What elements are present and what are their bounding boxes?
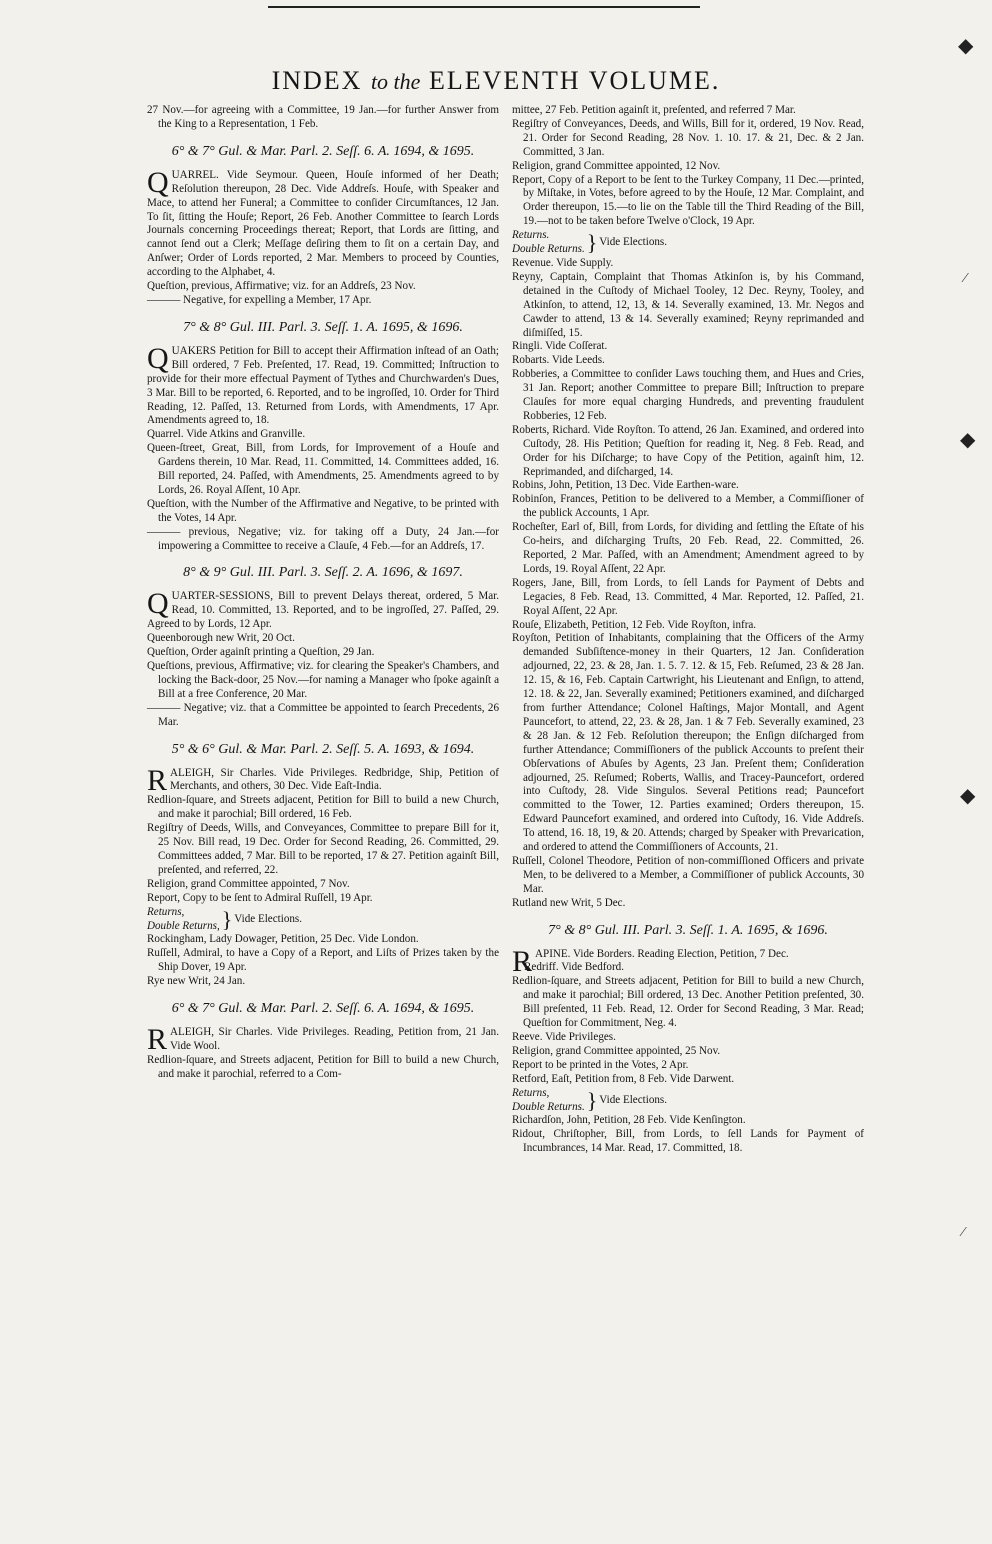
index-entry: 27 Nov.—for agreeing with a Committee, 19 Jan.—for further Answer from the King to a Representation, 1 Feb. [147, 104, 499, 130]
index-entry: Royſton, Petition of Inhabitants, complaining that the Officers of the Army demanded Subſiſtence-money in their Quarters, 12 Jan. Conſideration adjourned, 22, 23. & 28, Jan. 1. 5. 7. 12. & 15, Feb. Reſumed, 23 & 28 Jan. 12. 15, & 16, Feb. Captain Cartwright, his Lieutenant and Enſign, to attend, 12. 18. & 22, Jan. Severally examined; Petitioners examined, and diſcharged from further Attendance; Colonel Haſtings, Major Montall, and Agent Pauncefort, to attend, 22, 23. & 28, Jan. 1 & 7 Feb. Severally examined, 23 & 28 Jan. & 12 Feb. Reſolution thereupon; the Enſign diſcharged from further Attendance; Commiſſioners of the publick Accounts to preſent their Obſervations of Abuſes by Agents, 23 Jan. Preſent them; Conſideration adjourned, 25. Reſumed; Roberts, Wallis, and Tracey-Pauncefort, ordered into Cuſtody, 28. Vide Singulos. Several Petitions read; Pauncefort committed to the Tower, 12. Parties examined; Orders thereupon, 15. Edward Pauncefort examined, and ordered into Cuſtody, 16. Vide Addreſs. To attend, 16. 18, 19, & 20. Attends; charged by Speaker with Prevarication, and ordered to attend the Commiſſioners of Accounts, 21. [512, 632, 864, 854]
returns-label: Double Returns. [512, 1100, 585, 1113]
session-heading: 5° & 6° Gul. & Mar. Parl. 2. Seſſ. 5. A. 1693, & 1694. [171, 741, 475, 757]
index-entry: Reeve. Vide Privileges. [512, 1031, 616, 1043]
index-entry: Queſtions, previous, Affirmative; viz. for clearing the Speaker's Chambers, and locking the Back-door, 25 Nov.—for naming a Manager who ſpoke againſt a Bill at a free Conference, 20 Mar. [147, 660, 499, 700]
index-entry: Rockingham, Lady Dowager, Petition, 25 Dec. Vide London. [147, 933, 419, 946]
drop-cap: Q [147, 165, 169, 199]
index-entry: Religion, grand Committee appointed, 25 Nov. [512, 1044, 721, 1057]
index-entry: Robinſon, Frances, Petition to be delivered to a Member, a Commiſſioner of the publick Accounts, 1 Apr. [512, 493, 864, 520]
entry-text: UAKERS Petition for Bill to accept their Affirmation inſtead of an Oath; Bill ordered, 7 Feb. Preſented, 17. Read, 19. Committed; Inſtruction to provide for their more effectual Payment of Tythes and Churchwarden's Dues, 3 Mar. Bill to be reported, 6. Reported, and to be ingroſſed, 10. Order for Third Reading, 12. Paſſed, 13. Returned from Lords, with Amendments, 17 Apr. Amendments agreed to, 18. [147, 344, 499, 427]
returns-vide: Vide Elections. [599, 1093, 668, 1106]
index-entry: Queenborough new Writ, 20 Oct. [147, 632, 295, 645]
index-entry: Queſtion, with the Number of the Affirmative and Negative, to be printed with the Votes, 14 Apr. [147, 497, 499, 524]
index-entry: Rogers, Jane, Bill, from Lords, to ſell Lands for Payment of Debts and Legacies, 8 Feb. Read, 13. Committed, 4 Mar. Reported, 12. Paſſed, 21. Royal Aſſent, 22 Apr. [512, 576, 864, 617]
index-entry: Robberies, a Committee to conſider Laws touching them, and Hues and Cries, 31 Jan. Report; another Committee to prepare Bill; Inſtruction to prepare Clauſes for more equal charging Hundreds, and preventing fraudulent Robberies, 12 Feb. [512, 368, 864, 422]
entry-text: ALEIGH, Sir Charles. Vide Privileges. Reading, Petition from, 21 Jan. Vide Wool. [170, 1026, 499, 1052]
index-entry: Religion, grand Committee appointed, 12 Nov. [512, 159, 721, 172]
index-entry: mittee, 27 Feb. Petition againſt it, preſented, and referred 7 Mar. [512, 104, 796, 116]
index-entry: Report, Copy of a Report to be ſent to the Turkey Company, 11 Dec.—printed, by Miſtake, in Votes, before agreed to by the Houſe, 12 Mar. Complaint, and Order thereupon, 15.—to lie on the Table till the Third Reading of the Bill, 19.—not to be taken before Twelve o'Clock, 19 Apr. [512, 173, 864, 228]
index-entry: Retford, Eaſt, Petition from, 8 Feb. Vide Darwent. [512, 1072, 735, 1085]
returns-group [512, 229, 864, 257]
session-heading: 6° & 7° Gul. & Mar. Parl. 2. Seſſ. 6. A. 1694, & 1695. [171, 1001, 475, 1017]
returns-label: Returns, [147, 905, 185, 918]
index-entry: Reyny, Captain, Complaint that Thomas Atkinſon is, by his Command, detained in the Cuſtody of Michael Tooley, 12 Dec. Reyny, Tooley, and Atkinſon, to attend, 12, 13, & 14. Severally examined, 13. Mr. Negos and Cawder to attend, 13 & 14. Severally examined; Reyny reprimanded and diſmiſſed, 15. [512, 270, 864, 339]
margin-mark-icon: ◆ [960, 785, 976, 807]
title-mid: to the [370, 69, 421, 94]
index-entry: Queſtion, previous, Affirmative; viz. for an Addreſs, 23 Nov. [147, 280, 416, 293]
title-end: ELEVENTH VOLUME. [428, 66, 721, 95]
index-entry: Redlion-ſquare, and Streets adjacent, Petition for Bill to build a new Church, and make it parochial, referred to a Com- [147, 1053, 499, 1080]
index-entry: Robarts. Vide Leeds. [512, 354, 605, 367]
lettered-entry [147, 341, 499, 428]
index-entry: Regiſtry of Conveyances, Deeds, and Wills, Bill for it, ordered, 19 Nov. Read, 21. Order for Second Reading, 28 Nov. 1. 10. 17. & 21, Dec. & 2 Jan. Committed, 3 Jan. [512, 117, 864, 158]
drop-cap: R [147, 1023, 168, 1057]
index-entry: Rocheſter, Earl of, Bill, from Lords, for dividing and ſettling the Eſtate of his Co-heirs, and diſcharging Truſts, 20 Feb. Read, 22. Committed, 26. Reported, 2 Mar. Paſſed, with an Amendment; Amendment agreed to by Lords, 19. Royal Aſſent, 22 Apr. [512, 521, 864, 575]
top-rule [268, 6, 700, 8]
session-heading: 8° & 9° Gul. III. Parl. 3. Seſſ. 2. A. 1696, & 1697. [183, 565, 463, 581]
returns-vide: Vide Elections. [234, 912, 303, 925]
drop-cap: R [512, 944, 533, 978]
drop-cap: Q [147, 341, 169, 375]
returns-label: Double Returns, [147, 919, 220, 932]
brace-icon: } [586, 1087, 598, 1113]
returns-label: Returns, [512, 1086, 550, 1099]
drop-cap: R [147, 763, 168, 797]
session-heading: 7° & 8° Gul. III. Parl. 3. Seſſ. 1. A. 1695, & 1696. [183, 319, 463, 335]
lettered-entry [147, 763, 499, 797]
title-main: INDEX [271, 66, 363, 95]
margin-mark-icon: ◆ [960, 429, 976, 451]
margin-mark-icon: ◆ [958, 35, 974, 57]
entry-text: APINE. Vide Borders. Reading Election, Petition, 7 Dec. [535, 947, 789, 960]
index-entry: Report, Copy to be ſent to Admiral Ruſſell, 19 Apr. [147, 891, 373, 904]
returns-group [512, 1087, 864, 1115]
index-entry: Report to be printed in the Votes, 2 Apr. [512, 1058, 689, 1071]
index-entry: Regiſtry of Deeds, Wills, and Conveyances, Committee to prepare Bill for it, 25 Nov. Bill read, 19 Dec. Order for Second Reading, 26. Committed, 29. Committees added, 7 Mar. Bill to be reported, 17 & 27. Petition againſt Bill, preſented, and referred, 22. [147, 822, 499, 876]
returns-labels [512, 1087, 585, 1115]
lettered-entry [147, 165, 499, 280]
index-entry: Ridout, Chriſtopher, Bill, from Lords, to ſell Lands for Payment of Incumbrances, 14 Mar. Read, 17. Committed, 18. [512, 1128, 864, 1155]
session-heading: 6° & 7° Gul. & Mar. Parl. 2. Seſſ. 6. A. 1694, & 1695. [171, 143, 475, 159]
index-entry: Queſtion, Order againſt printing a Queſtion, 29 Jan. [147, 646, 375, 659]
index-entry: Roberts, Richard. Vide Royſton. To attend, 26 Jan. Examined, and ordered into Cuſtody, 28. His Petition; Queſtion for reading it, Neg. 8 Feb. Read, and Order for his Diſcharge; to have Copy of the Petition, againſt him, 12. Reprimanded, and diſcharged, 14. [512, 423, 864, 478]
margin-mark-icon: ⁄ [964, 271, 967, 286]
margin-mark-icon: ⁄ [962, 1225, 965, 1240]
returns-group [147, 906, 499, 934]
returns-labels [512, 229, 585, 257]
index-entry: Redlion-ſquare, and Streets adjacent, Petition for Bill to build a new Church, and make it parochial; Bill ordered, 13 Dec. Another Petition preſented, 30. Bill preſented, 11 Feb. Read, 12. Order for Second Reading, 3 Mar. Read; Queſtion for Commitment, Neg. 4. [512, 975, 864, 1030]
drop-cap: Q [147, 587, 169, 621]
returns-labels [147, 906, 220, 934]
index-entry: Rutland new Writ, 5 Dec. [512, 896, 626, 909]
returns-label: Double Returns. [512, 243, 585, 256]
entry-text: UARTER-SESSIONS, Bill to prevent Delays thereat, ordered, 5 Mar. Read, 10. Committed, 13. Reported, and to be ingroſſed, 27. Paſſed, 29. Agreed to by Lords, 12 Apr. [147, 590, 499, 631]
index-entry: ——— Negative; viz. that a Committee be appointed to ſearch Precedents, 26 Mar. [147, 701, 499, 728]
entry-text: UARREL. Vide Seymour. Queen, Houſe informed of her Death; Reſolution thereupon, 28 Dec. Vide Addreſs. Houſe, with Speaker and Mace, to attend her Funeral; a Committee to conſider Circumſtances, 12 Jan. To ſit, ſitting the Houſe; Report, 26 Feb. Another Committee to ſearch Lords Journals concerning Proceedings thereat; Report, that Lords are ſitting, and cannot ſend out a Clerk; Meſſage deſiring them to ſit on a certain Day, and Anſwer; Order of Lords reported, 2 Mar. Members to proceed by Counties, according to the Alphabet, 4. [147, 168, 499, 279]
index-entry: Rye new Writ, 24 Jan. [147, 975, 246, 988]
index-entry: Richardſon, John, Petition, 28 Feb. Vide Kenſington. [512, 1114, 746, 1127]
index-entry: Quarrel. Vide Atkins and Granville. [147, 428, 306, 441]
index-entry: Revenue. Vide Supply. [512, 256, 614, 269]
page-title [0, 66, 992, 96]
left-column [147, 104, 499, 1082]
index-entry: Ruſſell, Colonel Theodore, Petition of non-commiſſioned Officers and private Men, to be delivered to a Member, a Commiſſioner of publick Accounts, 30 Mar. [512, 854, 864, 895]
index-entry: Robins, John, Petition, 13 Dec. Vide Earthen-ware. [512, 479, 739, 492]
entry-text: ALEIGH, Sir Charles. Vide Privileges. Redbridge, Ship, Petition of Merchants, and others, 30 Dec. Vide Eaſt-India. [170, 766, 499, 793]
index-entry: Religion, grand Committee appointed, 7 Nov. [147, 877, 350, 890]
index-entry: Ringli. Vide Coſſerat. [512, 340, 608, 353]
right-column [512, 104, 864, 1156]
index-entry: ——— previous, Negative; viz. for taking off a Duty, 24 Jan.—for impowering a Committee to receive a Clauſe, 4 Feb.—for an Addreſs, 17. [147, 525, 499, 552]
session-heading: 7° & 8° Gul. III. Parl. 3. Seſſ. 1. A. 1695, & 1696. [548, 922, 828, 938]
index-entry: Ruſſell, Admiral, to have a Copy of a Report, and Liſts of Prizes taken by the Ship Dover, 19 Apr. [147, 947, 499, 974]
returns-label: Returns. [512, 229, 550, 242]
returns-vide: Vide Elections. [599, 236, 668, 249]
lettered-entry [147, 587, 499, 632]
index-entry: Rouſe, Elizabeth, Petition, 12 Feb. Vide Royſton, infra. [512, 618, 757, 631]
lettered-entry [147, 1023, 499, 1057]
index-entry: Redlion-ſquare, and Streets adjacent, Petition for Bill to build a new Church, and make it parochial; Bill ordered, 16 Feb. [147, 794, 499, 821]
brace-icon: } [586, 230, 598, 256]
index-entry: ——— Negative, for expelling a Member, 17 Apr. [147, 293, 372, 306]
brace-icon: } [221, 906, 233, 932]
index-entry: Queen-ſtreet, Great, Bill, from Lords, for Improvement of a Houſe and Gardens therein, 10 Mar. Read, 11. Committed, 14. Committees added, 16. Bill reported, 24. Paſſed, with Amendments, 25. Amendments agreed to by Lords, 26. Royal Aſſent, 10 Apr. [147, 442, 499, 496]
index-entry: Redriff. Vide Bedford. [524, 961, 624, 974]
